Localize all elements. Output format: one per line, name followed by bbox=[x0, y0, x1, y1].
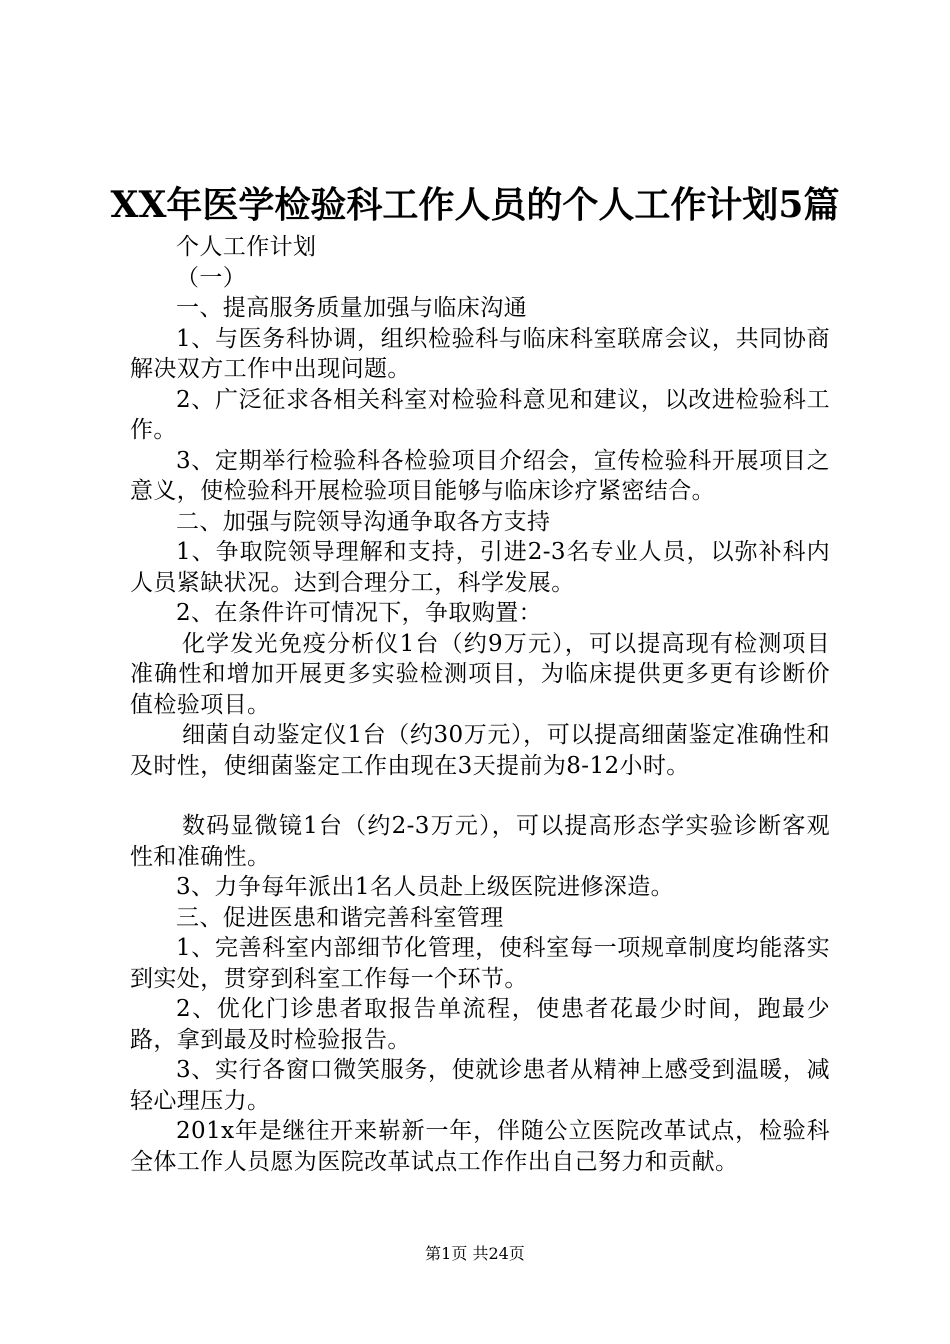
paragraph-1-2: 2、广泛征求各相关科室对检验科意见和建议，以改进检验科工作。 bbox=[130, 386, 830, 443]
paragraph-2-3: 3、力争每年派出1名人员赴上级医院进修深造。 bbox=[176, 874, 675, 900]
paragraph-equipment-1: 化学发光免疫分析仪1台（约9万元），可以提高现有检测项目准确性和增加开展更多实验检测项目，为临床提供更多更有诊断价值检验项目。 bbox=[130, 630, 830, 718]
paragraph-1-3: 3、定期举行检验科各检验项目介绍会，宣传检验科开展项目之意义，使检验科开展检验项目能够与临床诊疗紧密结合。 bbox=[130, 447, 830, 504]
paragraph-equipment-2: 细菌自动鉴定仪1台（约30万元），可以提高细菌鉴定准确性和及时性，使细菌鉴定工作由现在3天提前为8-12小时。 bbox=[130, 722, 830, 779]
paragraph-3-3: 3、实行各窗口微笑服务，使就诊患者从精神上感受到温暖，减轻心理压力。 bbox=[130, 1057, 830, 1114]
paragraph-heading: 个人工作计划 bbox=[176, 234, 317, 260]
paragraph-3-1: 1、完善科室内部细节化管理，使科室每一项规章制度均能落实到实处，贯穿到科室工作每一个环节。 bbox=[130, 935, 830, 992]
document-title: XX年医学检验科工作人员的个人工作计划5篇 bbox=[110, 184, 840, 226]
paragraph-section-number: （一） bbox=[176, 264, 247, 291]
page-footer: 第1页 共24页 bbox=[425, 1244, 525, 1263]
paragraph-2-2: 2、在条件许可情况下，争取购置： bbox=[176, 600, 543, 626]
paragraph-section-3-heading: 三、促进医患和谐完善科室管理 bbox=[176, 904, 504, 931]
paragraph-section-2-heading: 二、加强与院领导沟通争取各方支持 bbox=[176, 508, 551, 535]
paragraph-3-2: 2、优化门诊患者取报告单流程，使患者花最少时间，跑最少路，拿到最及时检验报告。 bbox=[130, 996, 830, 1053]
paragraph-section-1-heading: 一、提高服务质量加强与临床沟通 bbox=[176, 295, 527, 321]
paragraph-conclusion: 201x年是继往开来崭新一年，伴随公立医院改革试点，检验科全体工作人员愿为医院改革试点工作作出自己努力和贡献。 bbox=[130, 1118, 830, 1175]
document-body bbox=[130, 232, 830, 1177]
paragraph-2-1: 1、争取院领导理解和支持，引进2-3名专业人员，以弥补科内人员紧缺状况。达到合理分工，科学发展。 bbox=[130, 539, 830, 596]
paragraph-1-1: 1、与医务科协调，组织检验科与临床科室联席会议，共同协商解决双方工作中出现问题。 bbox=[130, 325, 830, 382]
paragraph-equipment-3: 数码显微镜1台（约2-3万元），可以提高形态学实验诊断客观性和准确性。 bbox=[130, 813, 830, 870]
